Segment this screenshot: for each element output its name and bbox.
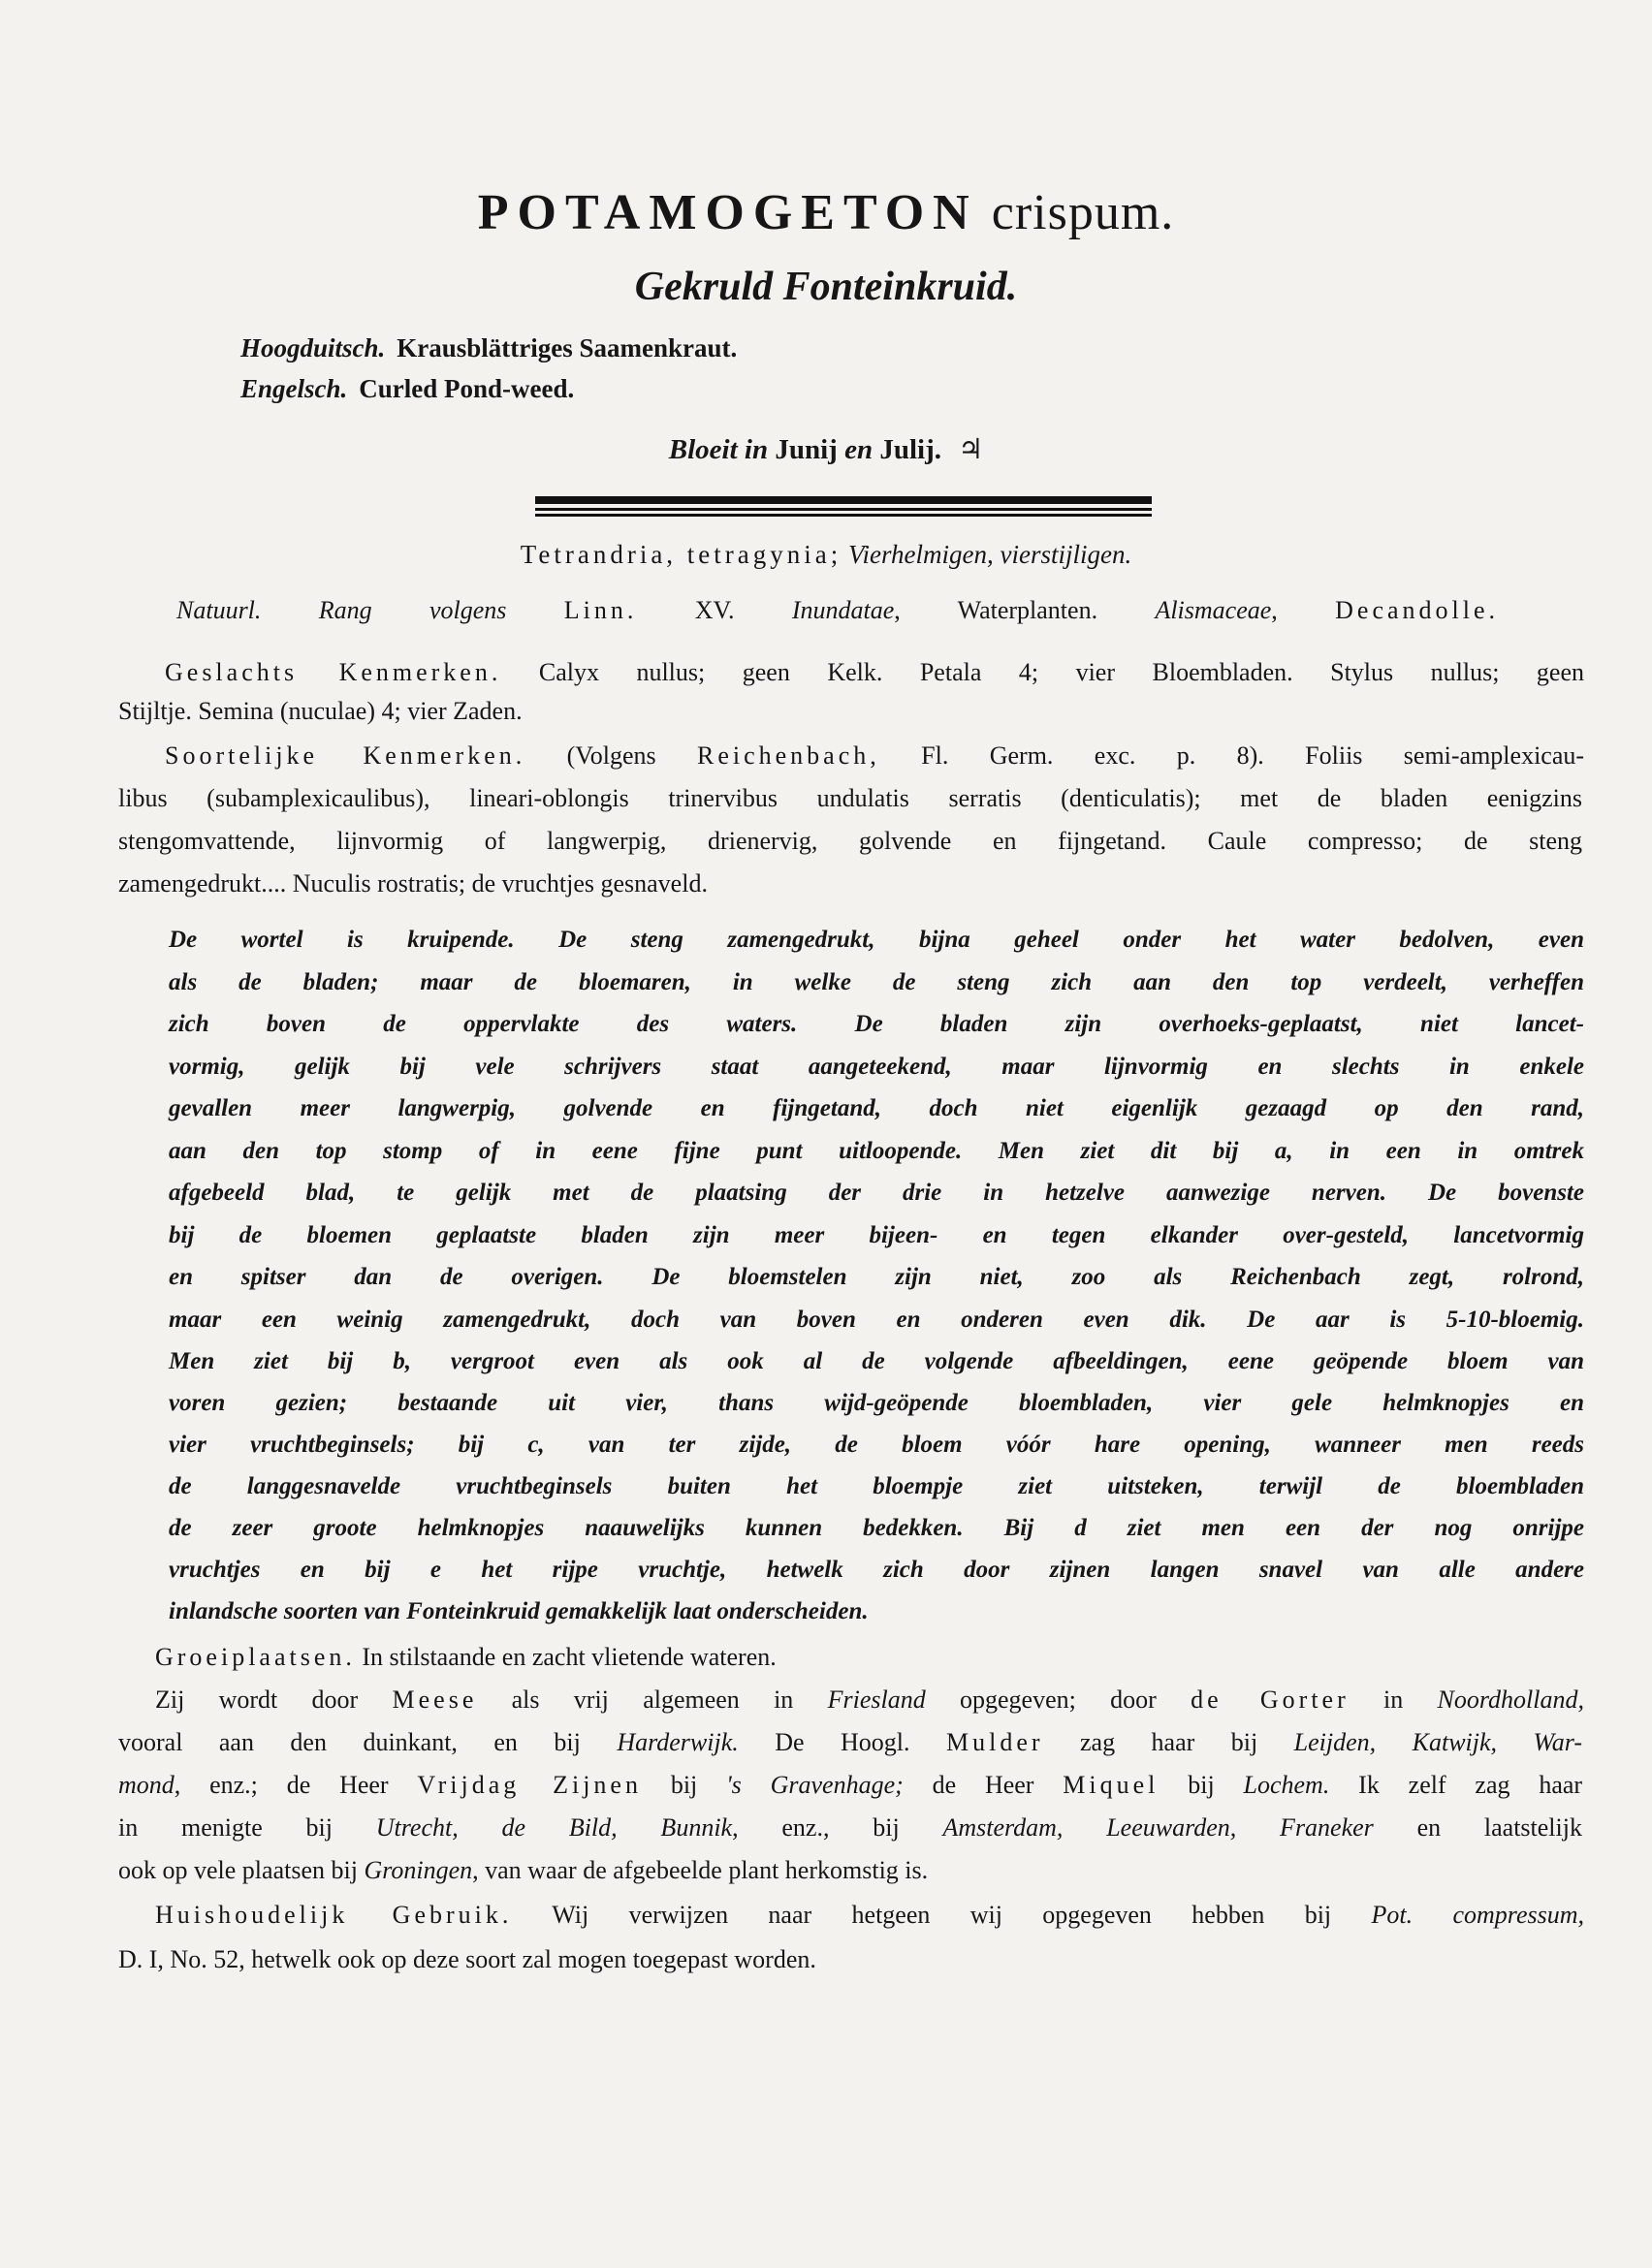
distribution-line xyxy=(155,1685,1584,1716)
text: XV. xyxy=(694,596,735,624)
bloom-month: Junij xyxy=(775,434,838,465)
description-line: aan den top stomp of in eene fijne punt uitloopende. Men ziet dit bij a, in een in omtrek xyxy=(169,1138,1584,1164)
text: , enz.; de Heer xyxy=(174,1771,389,1799)
text: bij xyxy=(1188,1771,1215,1799)
text: De Hoogl. xyxy=(775,1728,910,1756)
class-dutch: Vierhelmigen, vierstijligen. xyxy=(848,540,1132,569)
section-text: Calyx nullus; geen Kelk. Petala 4; vier Bloembladen. Stylus nullus; geen xyxy=(538,658,1585,686)
person-name: Miquel xyxy=(1063,1771,1160,1799)
genus-characters-line xyxy=(165,657,1584,688)
species-characters-line: zamengedrukt.... Nuculis rostratis; de vruchtjes gesnaveld. xyxy=(118,869,708,898)
description-line: de zeer groote helmknopjes naauwelijks kunnen bedekken. Bij d ziet men een der nog onrijpe xyxy=(169,1515,1584,1541)
bloom-period xyxy=(0,432,1652,466)
section-heading: Huishoudelijk Gebruik. xyxy=(155,1901,513,1929)
section-text: Fl. Germ. exc. p. 8). Foliis semi-amplexicau- xyxy=(921,741,1585,770)
section-heading: Geslachts Kenmerken. xyxy=(165,658,502,686)
bloom-text: en xyxy=(844,434,874,465)
description-line: vormig, gelijk bij vele schrijvers staat aangeteekend, maar lijnvormig en slechts in enkele xyxy=(169,1054,1584,1080)
species-characters-line: libus (subamplexicaulibus), lineari-oblongis trinervibus undulatis serratis (denticulatis); met de bladen eenigzins xyxy=(118,784,1582,812)
natural-order xyxy=(176,595,1499,626)
section-text: In stilstaande en zacht vlietende wateren. xyxy=(362,1643,777,1671)
author: Linn. xyxy=(563,596,638,624)
reference: Pot. compressum, xyxy=(1371,1901,1585,1929)
description-line: gevallen meer langwerpig, golvende en fijngetand, doch niet eigenlijk gezaagd op den rand, xyxy=(169,1095,1584,1121)
section-text: Wij verwijzen naar hetgeen wij opgegeven hebben bij xyxy=(552,1901,1332,1929)
distribution-line xyxy=(118,1770,1582,1801)
description-line: vruchtjes en bij e het rijpe vruchtje, hetwelk zich door zijnen langen snavel van alle andere xyxy=(169,1557,1584,1583)
bloom-month: Julij. xyxy=(879,434,941,465)
distribution-line xyxy=(118,1812,1582,1843)
usage-line xyxy=(155,1900,1584,1931)
text: bij xyxy=(670,1771,698,1799)
description-line: afgebeeld blad, te gelijk met de plaatsing der drie in hetzelve aanwezige nerven. De bovenste xyxy=(169,1180,1584,1206)
vernacular-lang: Hoogduitsch. xyxy=(240,333,386,362)
text: opgegeven; door xyxy=(959,1685,1157,1714)
place-name: Harderwijk. xyxy=(617,1728,739,1756)
text: Alismaceae xyxy=(1155,596,1272,624)
place-name: Friesland xyxy=(827,1685,926,1714)
decorative-rule xyxy=(535,496,1152,518)
text: Ik zelf zag haar xyxy=(1358,1771,1583,1799)
author: Decandolle. xyxy=(1335,596,1500,624)
place-name: Amsterdam, Leeuwarden, Franeker xyxy=(942,1813,1374,1842)
vernacular-name: Curled Pond-weed. xyxy=(359,374,575,403)
text: , Waterplanten. xyxy=(894,596,1098,624)
section-text: (Volgens xyxy=(566,741,656,770)
page-title xyxy=(0,184,1652,241)
genus-name: POTAMOGETON xyxy=(477,185,978,240)
habitat-line xyxy=(155,1642,1619,1673)
usage-line: D. I, No. 52, hetwelk ook op deze soort zal mogen toegepast worden. xyxy=(118,1945,816,1973)
description-line: en spitser dan de overigen. De bloemstelen zijn niet, zoo als Reichenbach zegt, rolrond, xyxy=(169,1264,1584,1290)
text: vooral aan den duinkant, en bij xyxy=(118,1728,581,1756)
description-line: maar een weinig zamengedrukt, doch van boven en onderen even dik. De aar is 5-10-bloemig. xyxy=(169,1307,1584,1333)
place-name: Noordholland, xyxy=(1437,1685,1584,1714)
species-characters-line: stengomvattende, lijnvormig of langwerpig, drienervig, golvende en fijngetand. Caule compresso; de steng xyxy=(118,827,1582,855)
description-line: inlandsche soorten van Fonteinkruid gemakkelijk laat onderscheiden. xyxy=(169,1598,869,1624)
description-line: bij de bloemen geplaatste bladen zijn meer bijeen- en tegen elkander over-gesteld, lancetvormig xyxy=(169,1222,1584,1248)
text: als vrij algemeen in xyxy=(511,1685,794,1714)
species-characters-line xyxy=(165,740,1584,772)
place-name: Leijden, Katwijk, War- xyxy=(1293,1728,1583,1756)
description-line: de langgesnavelde vruchtbeginsels buiten het bloempje ziet uitsteken, terwijl de bloembladen xyxy=(169,1473,1584,1499)
text: in xyxy=(1383,1685,1404,1714)
text: , enz., bij xyxy=(732,1813,900,1842)
text: Natuurl. Rang volgens xyxy=(176,596,507,624)
text: zag haar bij xyxy=(1080,1728,1258,1756)
bloom-text: Bloeit in xyxy=(668,434,769,465)
text: in menigte bij xyxy=(118,1813,333,1842)
place-name: mond xyxy=(118,1771,175,1799)
text: Zij wordt door xyxy=(155,1685,359,1714)
description-line: vier vruchtbeginsels; bij c, van ter zijde, de bloem vóór hare opening, wanneer men reeds xyxy=(169,1432,1584,1458)
description-line: De wortel is kruipende. De steng zamengedrukt, bijna geheel onder het water bedolven, even xyxy=(169,927,1584,953)
person-name: Meese xyxy=(392,1685,478,1714)
description-line: als de bladen; maar de bloemaren, in welke de steng zich aan den top verdeelt, verheffen xyxy=(169,969,1584,995)
author: Reichenbach, xyxy=(697,741,880,770)
dutch-name: Gekruld Fonteinkruid. xyxy=(634,265,1018,309)
text: , xyxy=(1271,596,1278,624)
person-name: Mulder xyxy=(945,1728,1044,1756)
distribution-line xyxy=(118,1855,1582,1886)
person-name: Vrijdag Zijnen xyxy=(417,1771,642,1799)
section-heading: Soortelijke Kenmerken. xyxy=(165,741,526,770)
person-name: de Gorter xyxy=(1191,1685,1350,1714)
distribution-line xyxy=(118,1727,1582,1758)
place-name: Groningen xyxy=(364,1856,473,1884)
linnaean-class xyxy=(0,539,1652,570)
perennial-symbol: ♃ xyxy=(958,434,984,465)
vernacular-german xyxy=(240,333,737,363)
description-line: Men ziet bij b, vergroot even als ook al de volgende afbeeldingen, eene geöpende bloem van xyxy=(169,1348,1584,1374)
place-name: 's Gravenhage; xyxy=(726,1771,904,1799)
vernacular-lang: Engelsch. xyxy=(240,374,348,403)
genus-characters-line: Stijltje. Semina (nuculae) 4; vier Zaden. xyxy=(118,697,523,725)
description-line: voren gezien; bestaande uit vier, thans wijd-geöpende bloembladen, vier gele helmknopjes en xyxy=(169,1390,1584,1416)
text: en laatstelijk xyxy=(1416,1813,1582,1842)
text: Inundatae xyxy=(791,596,895,624)
description-line: zich boven de oppervlakte des waters. De bladen zijn overhoeks-geplaatst, niet lancet- xyxy=(169,1011,1584,1037)
species-name: crispum. xyxy=(991,185,1175,240)
section-heading: Groeiplaatsen. xyxy=(155,1643,356,1671)
class-latin: Tetrandria, tetragynia; xyxy=(520,540,842,569)
vernacular-name: Krausblättriges Saamenkraut. xyxy=(397,333,738,362)
vernacular-english xyxy=(240,374,574,404)
text: de Heer xyxy=(932,1771,1034,1799)
text: , van waar de afgebeelde plant herkomstig is. xyxy=(472,1856,929,1884)
place-name: Lochem. xyxy=(1243,1771,1330,1799)
text: ook op vele plaatsen bij xyxy=(118,1856,358,1884)
place-name: Utrecht, de Bild, Bunnik xyxy=(375,1813,733,1842)
